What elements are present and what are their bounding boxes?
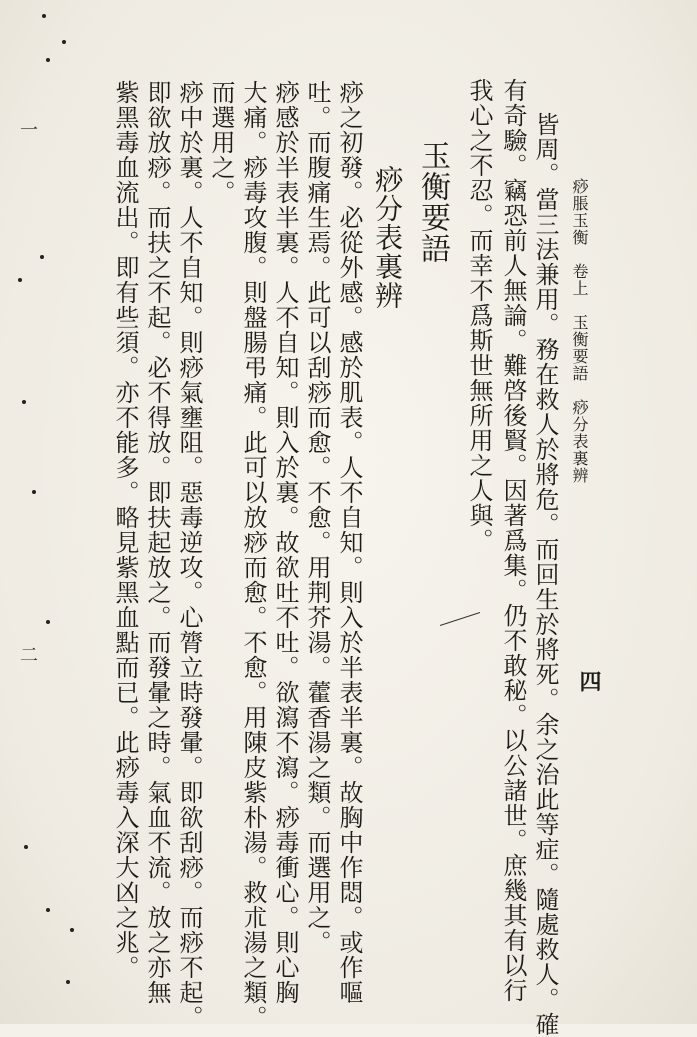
preface-column-1: 皆周。當三法兼用。務在救人於將危。而回生於將死。余之治此等症。隨處救人。確	[531, 112, 559, 1037]
body-column-3: 痧感於半表半裏。人不自知。則入於裏。故欲吐不吐。欲瀉不瀉。痧毒衝心。則心胸	[271, 80, 299, 1005]
scan-speck	[42, 14, 46, 18]
scan-speck	[22, 400, 26, 404]
scan-speck	[46, 908, 50, 912]
scan-speck	[62, 40, 66, 44]
body-column-7: 即欲放痧。而扶之不起。必不得放。即扶起放之。而發暈之時。氣血不流。放之亦無	[143, 80, 171, 1005]
preface-column-3: 我心之不忍。而幸不爲斯世無所用之人與。	[465, 78, 493, 553]
preface-column-2: 有奇驗。竊恐前人無論。難啓後賢。因著爲集。仍不敢秘。以公諸世。庶幾其有以行	[499, 78, 527, 1003]
scan-speck	[40, 255, 44, 259]
scan-speck	[18, 278, 22, 282]
margin-mark-1: 一	[17, 120, 38, 138]
page-number: 四	[576, 670, 602, 693]
body-column-4: 大痛。痧毒攻腹。則盤腸弔痛。此可以放痧而愈。不愈。用陳皮紫朴湯。救朮湯之類。	[239, 80, 267, 1030]
body-column-2: 吐。而腹痛生焉。此可以刮痧而愈。不愈。用荆芥湯。藿香湯之類。而選用之。	[303, 80, 331, 955]
body-column-6: 痧中於裏。人不自知。則痧氣壅阻。惡毒逆攻。心膂立時發暈。即欲刮痧。而痧不起。	[175, 80, 203, 1030]
scan-speck	[46, 58, 50, 62]
scan-speck	[66, 980, 70, 984]
subsection-title: 痧分表裏辨	[371, 165, 404, 310]
body-column-8: 紫黑毒血流出。即有些須。亦不能多。略見紫黑血點而已。此痧毒入深大凶之兆。	[111, 80, 139, 980]
body-column-1: 痧之初發。必從外感。感於肌表。人不自知。則入於半表半裏。故胸中作悶。或作嘔	[335, 80, 363, 1005]
section-title: 玉衡要語	[415, 140, 450, 264]
running-header: 痧脹玉衡 卷上 玉衡要語 痧分表裏辨	[570, 178, 589, 484]
scan-speck	[46, 620, 50, 624]
margin-mark-2: 二	[17, 645, 38, 663]
scan-speck	[70, 928, 74, 932]
scan-speck	[32, 490, 36, 494]
scan-speck	[24, 845, 28, 849]
body-column-5: 而選用之。	[207, 80, 235, 205]
pen-stroke	[440, 612, 480, 626]
